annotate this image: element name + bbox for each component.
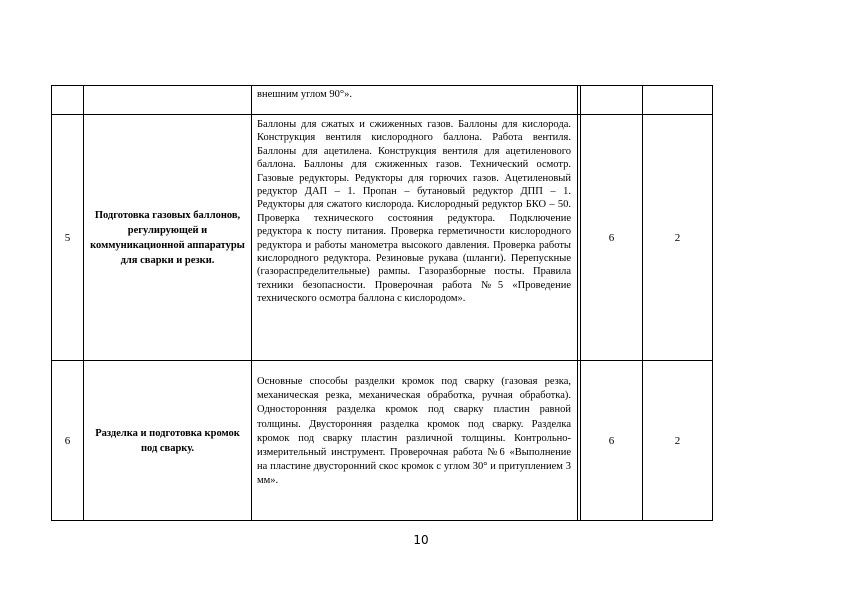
hours-practice (643, 86, 713, 115)
hours-total (581, 86, 643, 115)
topic-title: Разделка и подготовка кромок под сварку. (84, 361, 252, 521)
table-row (52, 86, 713, 115)
row-number: 5 (52, 115, 84, 361)
topic-title (84, 86, 252, 115)
topic-title: Подготовка газовых баллонов, регулирующей и коммуникационной аппаратуры для сварки и резки. (84, 115, 252, 361)
table-row (52, 361, 713, 521)
page-number: 10 (413, 533, 429, 547)
topic-content: Основные способы разделки кромок под сварку (газовая резка, механическая резка, механическая обработка, ручная обработка). Односторонняя разделка кромок под сварку пластин равной толщины. Двусторонняя разделка кромок под сварку. Разделка кромок под сварку пластин различной толщины. Контрольно-измерительный инструмент. Проверочная работа №6 «Выполнение на пластине двусторонний скос кромок с углом 30° и притуплением 3 мм». (252, 361, 578, 521)
hours-total: 6 (581, 115, 643, 361)
curriculum-table (51, 85, 713, 521)
topic-content: Баллоны для сжатых и сжиженных газов. Баллоны для кислорода. Конструкция вентиля кислородного баллона. Работа вентиля. Баллоны для ацетилена. Конструкция вентиля для ацетиленового баллона. Баллоны для сжиженных газов. Технический осмотр. Газовые редукторы. Редукторы для горючих газов. Ацетиленовый редуктор ДАП – 1. Пропан – бутановый редуктор ДПП – 1. Редукторы для сжатого кислорода. Кислородный редуктор БКО – 50. Проверка технического состояния редуктора. Подключение редуктора к посту питания. Проверка герметичности кислородного редуктора и работы манометра высокого давления. Проверка работы кислородного редуктора. Резиновые рукава (шланги). Перепускные (газораспределительные) рампы. Газоразборные посты. Правила техники безопасности. Проверочная работа №5 «Проведение технического осмотра баллона с кислородом». (252, 115, 578, 361)
hours-practice: 2 (643, 361, 713, 521)
row-number (52, 86, 84, 115)
row-number: 6 (52, 361, 84, 521)
hours-total: 6 (581, 361, 643, 521)
hours-practice: 2 (643, 115, 713, 361)
table-row (52, 115, 713, 361)
topic-content: внешним углом 90°». (252, 86, 578, 115)
